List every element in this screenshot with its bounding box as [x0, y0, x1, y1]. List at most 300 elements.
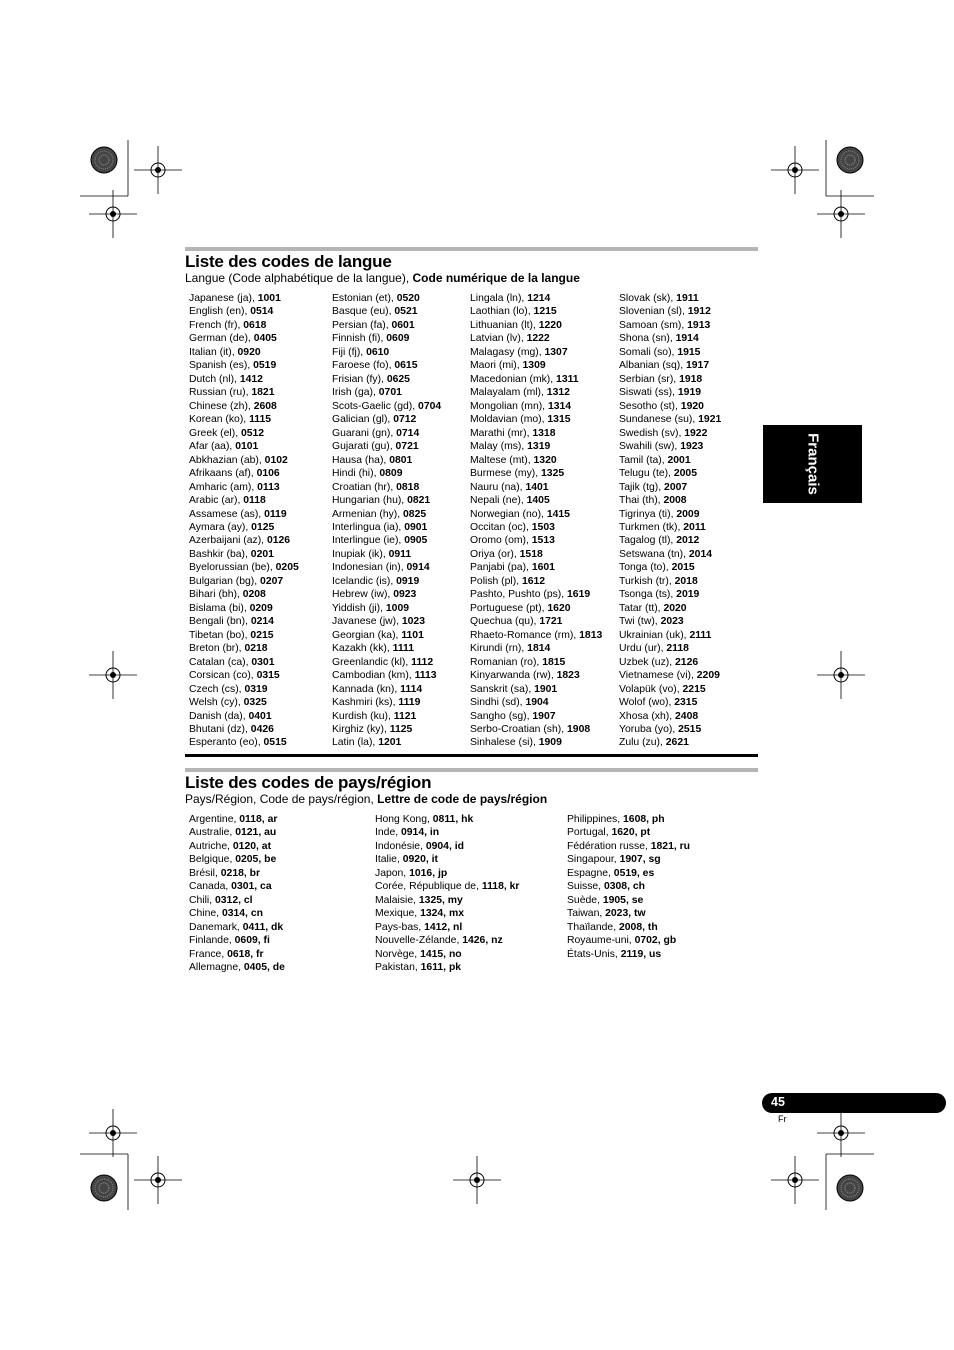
code-entry — [332, 413, 441, 426]
entry-name: Twi (tw), — [619, 616, 661, 628]
entry-code: 0519 — [253, 360, 277, 372]
entry-name: Pakistan, — [375, 962, 421, 974]
entry-name: Gujarati (gu), — [332, 441, 396, 453]
entry-name: Bashkir (ba), — [189, 548, 251, 560]
code-entry — [470, 481, 602, 494]
entry-code: 0315 — [256, 670, 280, 682]
entry-name: Afrikaans (af), — [189, 468, 257, 480]
code-entry — [619, 373, 721, 386]
entry-name: Danish (da), — [189, 710, 249, 722]
entry-code: 0610 — [366, 346, 390, 358]
code-entry — [470, 305, 602, 318]
entry-name: Aymara (ay), — [189, 521, 252, 533]
entry-name: French (fr), — [189, 319, 244, 331]
entry-name: Georgian (ka), — [332, 629, 402, 641]
code-entry — [470, 736, 602, 749]
code-entry — [567, 907, 690, 920]
code-entry — [470, 710, 602, 723]
entry-code: 0618, fr — [227, 948, 264, 960]
entry-name: Tonga (to), — [619, 562, 672, 574]
entry-name: Byelorussian (be), — [189, 562, 276, 574]
entry-code: 1620, pt — [611, 827, 651, 839]
entry-code: 0125 — [251, 521, 275, 533]
code-entry — [332, 440, 441, 453]
entry-name: Mexique, — [375, 908, 421, 920]
code-entry — [470, 602, 602, 615]
code-entry — [619, 454, 721, 467]
entry-code: 0411, dk — [242, 921, 284, 933]
country-column-1 — [189, 813, 285, 975]
entry-code: 1118, kr — [481, 881, 520, 893]
entry-name: Romanian (ro), — [470, 656, 543, 668]
entry-code: 0704 — [418, 400, 442, 412]
entry-name: Philippines, — [567, 814, 624, 825]
entry-code: 1904 — [525, 697, 549, 709]
entry-code: 1401 — [525, 481, 549, 493]
code-entry — [470, 575, 602, 588]
entry-code: 2012 — [676, 535, 700, 547]
entry-name: Pashto, Pushto (ps), — [470, 589, 568, 601]
entry-code: 1125 — [389, 724, 413, 735]
entry-code: 2019 — [676, 589, 700, 601]
entry-code: 0920, it — [402, 854, 438, 866]
entry-code: 0121, au — [235, 827, 277, 839]
entry-code: 1909 — [538, 737, 562, 749]
entry-code: 2209 — [696, 670, 720, 682]
entry-name: Indonesian (in), — [332, 562, 407, 574]
code-entry — [189, 615, 299, 628]
entry-code: 1309 — [522, 360, 546, 372]
entry-code: 1821 — [251, 387, 275, 399]
code-entry — [332, 575, 441, 588]
code-entry — [332, 642, 441, 655]
entry-code: 2408 — [675, 710, 699, 722]
entry-name: Indonésie, — [375, 840, 426, 852]
entry-name: Sundanese (su), — [619, 414, 699, 426]
code-entry — [470, 629, 602, 642]
entry-code: 1314 — [547, 400, 572, 412]
entry-code: 1325 — [541, 468, 565, 480]
entry-name: Oromo (om), — [470, 535, 532, 547]
entry-code: 0401 — [248, 710, 272, 722]
entry-name: Australie, — [189, 827, 236, 839]
entry-name: Polish (pl), — [470, 575, 522, 587]
entry-name: Samoan (sm), — [619, 319, 688, 331]
entry-code: 2111 — [689, 629, 712, 641]
entry-name: Pays-bas, — [375, 921, 425, 933]
entry-code: 1023 — [401, 616, 425, 628]
code-entry — [375, 880, 519, 893]
code-entry — [375, 921, 519, 934]
entry-name: Allemagne, — [189, 962, 244, 974]
entry-code: 0519, es — [613, 867, 655, 879]
entry-name: Uzbek (uz), — [619, 656, 676, 668]
code-entry — [470, 373, 602, 386]
code-entry — [332, 373, 441, 386]
country-section-title: Liste des codes de pays/région — [185, 773, 432, 792]
code-entry — [470, 400, 602, 413]
entry-name: Azerbaijani (az), — [189, 535, 267, 547]
entry-name: Moldavian (mo), — [470, 414, 548, 426]
code-entry — [332, 521, 441, 534]
entry-name: Finnish (fi), — [332, 333, 387, 345]
entry-name: English (en), — [189, 306, 251, 318]
entry-name: Slovak (sk), — [619, 293, 677, 304]
entry-name: Tigrinya (ti), — [619, 508, 677, 520]
entry-code: 0312, cl — [214, 894, 253, 906]
entry-name: Macedonian (mk), — [470, 373, 557, 385]
code-entry — [189, 853, 285, 866]
entry-code: 1307 — [544, 346, 568, 358]
entry-code: 2007 — [664, 481, 688, 493]
entry-code: 1911 — [676, 293, 699, 304]
entry-name: Hausa (ha), — [332, 454, 390, 466]
code-entry — [470, 467, 602, 480]
entry-code: 0102 — [264, 454, 288, 466]
entry-name: Afar (aa), — [189, 441, 236, 453]
entry-code: 1113 — [414, 670, 437, 682]
code-entry — [619, 467, 721, 480]
entry-name: Occitan (oc), — [470, 521, 532, 533]
country-column-2 — [375, 813, 519, 975]
entry-code: 1917 — [686, 360, 710, 372]
entry-code: 0920 — [237, 346, 261, 358]
entry-code: 1921 — [698, 414, 722, 426]
entry-name: Tsonga (ts), — [619, 589, 677, 601]
entry-name: Marathi (mr), — [470, 427, 533, 439]
entry-code: 1913 — [687, 319, 711, 331]
entry-name: Swedish (sv), — [619, 427, 685, 439]
entry-name: Laothian (lo), — [470, 306, 534, 318]
entry-name: Tajik (tg), — [619, 481, 665, 493]
code-entry — [619, 346, 721, 359]
entry-name: Hong Kong, — [375, 814, 433, 825]
entry-name: France, — [189, 948, 228, 960]
entry-code: 1201 — [378, 737, 402, 749]
language-column-4 — [619, 292, 721, 750]
code-entry — [332, 736, 441, 749]
entry-name: Dutch (nl), — [189, 373, 240, 385]
code-entry — [332, 386, 441, 399]
code-entry — [470, 386, 602, 399]
code-entry — [189, 400, 299, 413]
entry-name: Finlande, — [189, 935, 235, 947]
language-column-3 — [470, 292, 602, 750]
entry-code: 1821, ru — [650, 840, 691, 852]
entry-name: Persian (fa), — [332, 319, 392, 331]
entry-code: 2023 — [660, 616, 684, 628]
code-entry — [189, 629, 299, 642]
code-entry — [332, 427, 441, 440]
entry-code: 1016, jp — [409, 867, 448, 879]
code-entry — [375, 826, 519, 839]
code-entry — [619, 548, 721, 561]
entry-code: 0818 — [396, 481, 420, 493]
code-entry — [619, 292, 721, 305]
code-entry — [189, 292, 299, 305]
code-entry — [332, 481, 441, 494]
code-entry — [470, 440, 602, 453]
entry-name: Norvège, — [375, 948, 421, 960]
entry-name: Tamil (ta), — [619, 454, 668, 466]
entry-code: 0601 — [391, 319, 415, 331]
code-entry — [189, 481, 299, 494]
language-column-1 — [189, 292, 299, 750]
entry-code: 0426 — [250, 724, 274, 735]
entry-code: 1918 — [679, 373, 703, 385]
entry-code: 2315 — [674, 697, 698, 709]
code-entry — [567, 921, 690, 934]
code-entry — [189, 934, 285, 947]
entry-code: 1823 — [556, 670, 580, 682]
entry-code: 0701 — [378, 387, 402, 399]
entry-code: 1611, pk — [420, 962, 462, 974]
entry-code: 0308, ch — [603, 881, 645, 893]
entry-code: 0821 — [407, 495, 431, 507]
entry-code: 1412, nl — [424, 921, 463, 933]
code-entry — [470, 292, 602, 305]
code-entry — [619, 629, 721, 642]
code-entry — [619, 319, 721, 332]
code-entry — [332, 548, 441, 561]
entry-name: Vietnamese (vi), — [619, 670, 697, 682]
code-entry — [470, 723, 602, 736]
entry-code: 2118 — [666, 643, 689, 655]
entry-name: Shona (sn), — [619, 333, 676, 345]
entry-code: 1405 — [526, 495, 550, 507]
code-entry — [332, 494, 441, 507]
entry-name: Espagne, — [567, 867, 614, 879]
code-entry — [470, 413, 602, 426]
entry-code: 1923 — [680, 441, 704, 453]
code-entry — [619, 332, 721, 345]
entry-code: 1619 — [567, 589, 591, 601]
code-entry — [470, 615, 602, 628]
entry-name: Wolof (wo), — [619, 697, 675, 709]
entry-name: Norwegian (no), — [470, 508, 547, 520]
entry-name: Fiji (fj), — [332, 346, 367, 358]
entry-code: 0615 — [394, 360, 418, 372]
entry-code: 1318 — [532, 427, 556, 439]
entry-name: Argentine, — [189, 814, 240, 825]
entry-code: 0809 — [379, 468, 403, 480]
code-entry — [332, 696, 441, 709]
code-entry — [375, 894, 519, 907]
code-entry — [619, 494, 721, 507]
entry-name: Ukrainian (uk), — [619, 629, 690, 641]
entry-code: 1518 — [519, 548, 543, 560]
entry-name: Lingala (ln), — [470, 293, 528, 304]
entry-code: 1009 — [385, 602, 410, 614]
code-entry — [619, 736, 721, 749]
code-entry — [375, 867, 519, 880]
entry-code: 2126 — [675, 656, 699, 668]
entry-name: Thai (th), — [619, 495, 664, 507]
entry-code: 0209 — [249, 602, 273, 614]
code-entry — [332, 615, 441, 628]
entry-code: 0201 — [250, 548, 274, 560]
code-entry — [189, 346, 299, 359]
entry-code: 1412 — [239, 373, 263, 385]
code-entry — [375, 961, 519, 974]
code-entry — [332, 467, 441, 480]
code-entry — [332, 332, 441, 345]
entry-name: Catalan (ca), — [189, 656, 252, 668]
code-entry — [619, 481, 721, 494]
entry-name: Nepali (ne), — [470, 495, 527, 507]
entry-code: 0218 — [244, 643, 268, 655]
entry-name: Greenlandic (kl), — [332, 656, 412, 668]
entry-name: Croatian (hr), — [332, 481, 397, 493]
code-entry — [189, 521, 299, 534]
entry-code: 1001 — [257, 293, 281, 304]
entry-code: 1320 — [533, 454, 557, 466]
code-entry — [470, 346, 602, 359]
entry-code: 0205 — [275, 562, 299, 574]
entry-name: Bengali (bn), — [189, 616, 251, 628]
code-entry — [189, 696, 299, 709]
entry-code: 0825 — [403, 508, 427, 520]
code-entry — [470, 656, 602, 669]
entry-name: Arabic (ar), — [189, 495, 244, 507]
entry-name: Kirundi (rn), — [470, 643, 528, 655]
entry-code: 1114 — [400, 683, 423, 695]
code-entry — [619, 683, 721, 696]
code-entry — [189, 826, 285, 839]
entry-code: 0214 — [250, 616, 274, 628]
entry-code: 0101 — [235, 441, 259, 453]
entry-name: Portuguese (pt), — [470, 602, 548, 614]
entry-code: 0811, hk — [432, 814, 474, 825]
entry-code: 0301 — [251, 656, 275, 668]
code-entry — [332, 683, 441, 696]
entry-code: 2020 — [663, 602, 687, 614]
entry-code: 0520 — [396, 293, 420, 304]
entry-name: Singapour, — [567, 854, 620, 866]
code-entry — [375, 907, 519, 920]
entry-name: Fédération russe, — [567, 840, 651, 852]
entry-name: Albanian (sq), — [619, 360, 686, 372]
entry-name: Esperanto (eo), — [189, 737, 264, 749]
code-entry — [332, 561, 441, 574]
code-entry — [189, 508, 299, 521]
entry-code: 0319 — [244, 683, 268, 695]
code-entry — [470, 454, 602, 467]
entry-code: 1112 — [411, 656, 434, 668]
entry-code: 0714 — [396, 427, 420, 439]
entry-name: Oriya (or), — [470, 548, 520, 560]
entry-name: Inupiak (ik), — [332, 548, 389, 560]
entry-name: Frisian (fy), — [332, 373, 387, 385]
code-entry — [375, 853, 519, 866]
code-entry — [332, 454, 441, 467]
entry-name: Thaïlande, — [567, 921, 619, 933]
code-entry — [332, 508, 441, 521]
entry-name: Italian (it), — [189, 346, 238, 358]
entry-name: Sinhalese (si), — [470, 737, 539, 749]
entry-code: 0919 — [396, 575, 420, 587]
code-entry — [567, 853, 690, 866]
code-entry — [619, 669, 721, 682]
subtitle-bold: Code numérique de la langue — [412, 271, 580, 285]
entry-code: 1907, sg — [619, 854, 661, 866]
code-entry — [189, 413, 299, 426]
entry-code: 0314, cn — [221, 908, 263, 920]
code-entry — [470, 359, 602, 372]
entry-name: Korean (ko), — [189, 414, 250, 426]
code-entry — [189, 494, 299, 507]
code-entry — [189, 813, 285, 826]
code-entry — [619, 588, 721, 601]
code-entry — [375, 840, 519, 853]
code-entry — [470, 508, 602, 521]
entry-code: 1915 — [677, 346, 701, 358]
entry-name: Hindi (hi), — [332, 468, 380, 480]
side-tab-label: Français — [804, 433, 822, 495]
entry-name: Irish (ga), — [332, 387, 379, 399]
code-entry — [619, 534, 721, 547]
code-entry — [332, 629, 441, 642]
entry-name: Slovenian (sl), — [619, 306, 688, 318]
entry-name: Malagasy (mg), — [470, 346, 545, 358]
entry-name: Latin (la), — [332, 737, 379, 749]
entry-code: 1601 — [531, 562, 555, 574]
section-rule — [185, 247, 758, 251]
entry-name: Welsh (cy), — [189, 697, 244, 709]
entry-name: Urdu (ur), — [619, 643, 667, 655]
code-entry — [332, 346, 441, 359]
entry-name: Kurdish (ku), — [332, 710, 394, 722]
code-entry — [470, 588, 602, 601]
entry-code: 2018 — [674, 575, 698, 587]
entry-name: Kazakh (kk), — [332, 643, 393, 655]
entry-code: 1612 — [521, 575, 546, 587]
entry-code: 1907 — [532, 710, 556, 722]
code-entry — [375, 948, 519, 961]
entry-code: 0126 — [266, 535, 291, 547]
entry-name: Turkmen (tk), — [619, 521, 684, 533]
entry-name: Tibetan (bo), — [189, 629, 251, 641]
code-entry — [619, 440, 721, 453]
entry-name: Bulgarian (bg), — [189, 575, 261, 587]
entry-code: 2008 — [663, 495, 687, 507]
code-entry — [619, 656, 721, 669]
entry-code: 2001 — [667, 454, 691, 466]
entry-code: 1815 — [542, 656, 566, 668]
entry-name: Kannada (kn), — [332, 683, 401, 695]
entry-name: Kirghiz (ky), — [332, 724, 390, 735]
entry-name: Malaisie, — [375, 894, 419, 906]
entry-code: 0512 — [240, 427, 265, 439]
code-entry — [619, 723, 721, 736]
code-entry — [619, 427, 721, 440]
language-section-title: Liste des codes de langue — [185, 252, 392, 271]
code-entry — [470, 561, 602, 574]
entry-name: German (de), — [189, 333, 254, 345]
code-entry — [567, 894, 690, 907]
entry-code: 1115 — [249, 414, 272, 426]
code-entry — [189, 656, 299, 669]
entry-name: Javanese (jw), — [332, 616, 402, 628]
code-entry — [567, 813, 690, 826]
code-entry — [567, 880, 690, 893]
code-entry — [470, 642, 602, 655]
entry-code: 0215 — [250, 629, 274, 641]
entry-code: 1919 — [677, 387, 702, 399]
entry-code: 0625 — [386, 373, 410, 385]
entry-name: Rhaeto-Romance (rm), — [470, 629, 580, 641]
code-entry — [189, 386, 299, 399]
